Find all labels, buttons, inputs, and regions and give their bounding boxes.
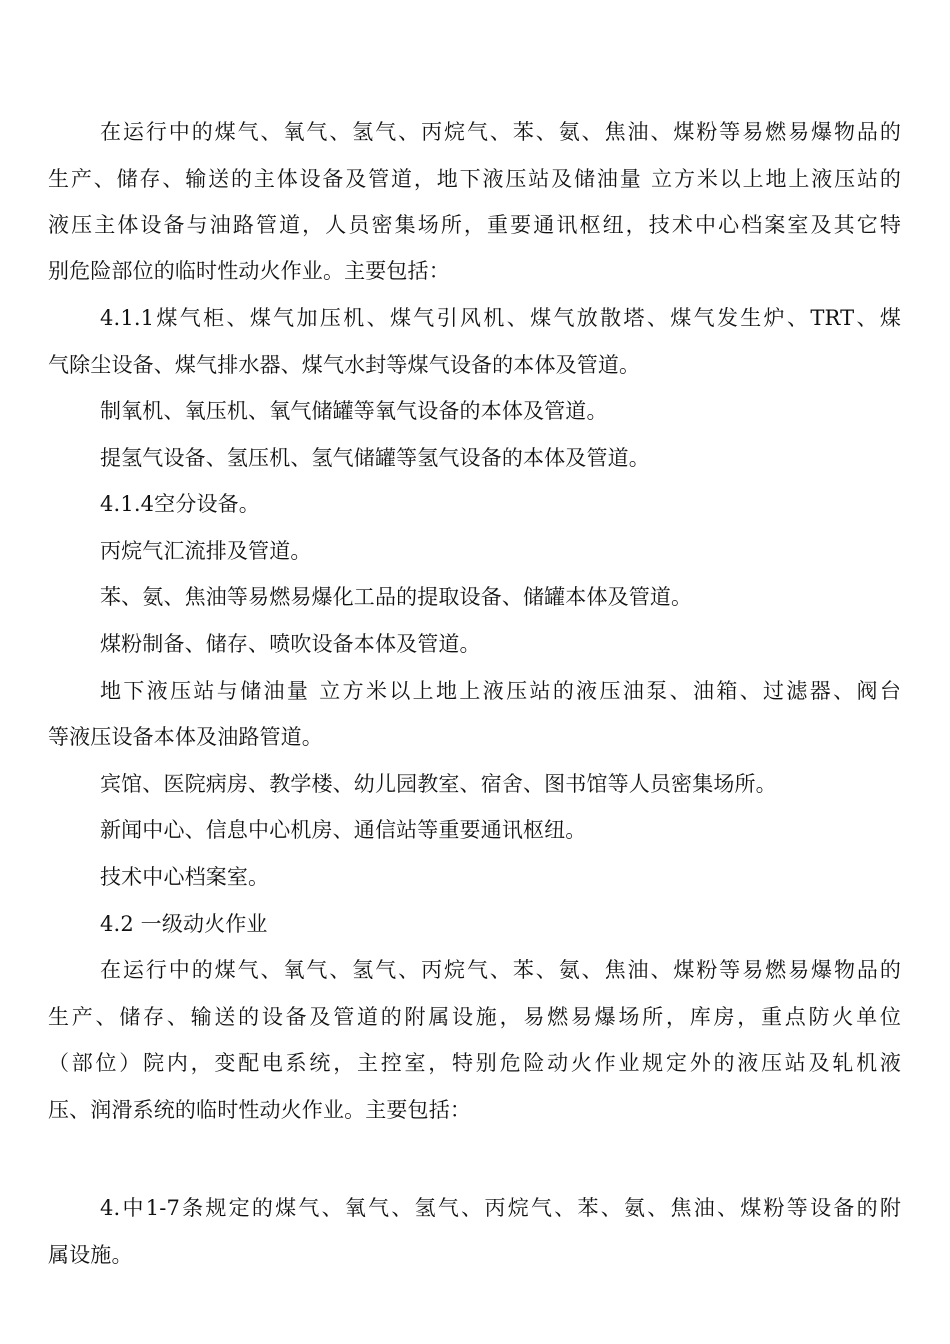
item-ancillary-facilities-line-2: 属设施。 [48,1243,133,1267]
paragraph-level-one-line-3: （部位）院内，变配电系统，主控室，特别危险动火作业规定外的液压站及轧机液 [48,1051,901,1075]
paragraph-level-one-line-2: 生产、储存、输送的设备及管道的附属设施，易燃易爆场所，库房，重点防火单位 [48,1005,901,1029]
item-crowded-places: 宾馆、医院病房、教学楼、幼儿园教室、宿舍、图书馆等人员密集场所。 [100,772,777,796]
item-archive-room: 技术中心档案室。 [100,865,270,889]
item-propane-manifold: 丙烷气汇流排及管道。 [100,539,312,563]
item-ancillary-facilities-line-1: 4.中1-7条规定的煤气、氧气、氢气、丙烷气、苯、氨、焦油、煤粉等设备的附 [100,1196,901,1220]
item-4-1-1-line-2: 气除尘设备、煤气排水器、煤气水封等煤气设备的本体及管道。 [48,353,641,377]
item-coal-powder: 煤粉制备、储存、喷吹设备本体及管道。 [100,632,481,656]
item-hydrogen-equipment: 提氢气设备、氢压机、氢气储罐等氢气设备的本体及管道。 [100,446,650,470]
item-oxygen-equipment: 制氧机、氧压机、氧气储罐等氧气设备的本体及管道。 [100,399,608,423]
paragraph-special-intro-line-1: 在运行中的煤气、氧气、氢气、丙烷气、苯、氨、焦油、煤粉等易燃易爆物品的 [100,120,901,144]
paragraph-special-intro-line-2: 生产、储存、输送的主体设备及管道，地下液压站及储油量 立方米以上地上液压站的 [48,167,901,191]
item-hydraulic-station-line-1: 地下液压站与储油量 立方米以上地上液压站的液压油泵、油箱、过滤器、阀台 [100,679,901,703]
item-communication-hubs: 新闻中心、信息中心机房、通信站等重要通讯枢纽。 [100,818,587,842]
item-chemical-extraction: 苯、氨、焦油等易燃易爆化工品的提取设备、储罐本体及管道。 [100,585,693,609]
item-4-1-4-air-separation: 4.1.4空分设备。 [100,492,260,516]
paragraph-level-one-line-1: 在运行中的煤气、氧气、氢气、丙烷气、苯、氨、焦油、煤粉等易燃易爆物品的 [100,958,901,982]
item-4-1-1-line-1: 4.1.1煤气柜、煤气加压机、煤气引风机、煤气放散塔、煤气发生炉、TRT、煤 [100,306,901,330]
paragraph-level-one-line-4: 压、润滑系统的临时性动火作业。主要包括： [48,1098,471,1122]
item-hydraulic-station-line-2: 等液压设备本体及油路管道。 [48,725,323,749]
paragraph-special-intro-line-3: 液压主体设备与油路管道，人员密集场所，重要通讯枢纽，技术中心档案室及其它特 [48,213,901,237]
section-heading-4-2: 4.2 一级动火作业 [100,912,268,936]
paragraph-special-intro-line-4: 别危险部位的临时性动火作业。主要包括： [48,259,450,283]
